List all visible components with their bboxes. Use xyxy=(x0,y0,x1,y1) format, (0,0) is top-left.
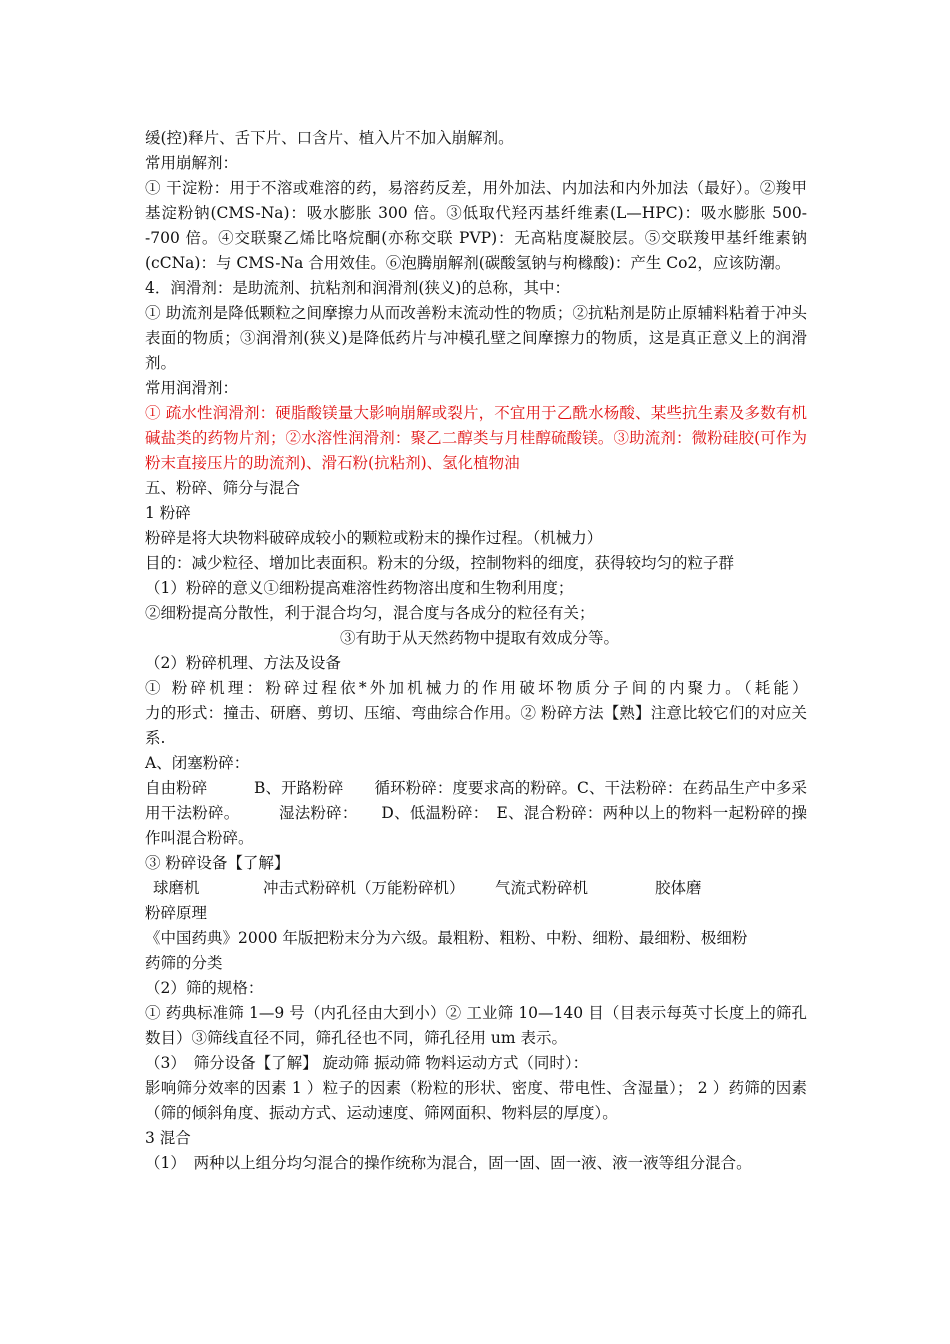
heading-disintegrants: 常用崩解剂： xyxy=(145,154,239,172)
heading-sieve-specs: （2）筛的规格： xyxy=(145,979,264,997)
heading-crushing-principle: 粉碎原理 xyxy=(145,904,208,922)
paragraph-mixing-definition: （1） 两种以上组分均匀混合的操作统称为混合，固一固、固一液、液一液等组分混合。 xyxy=(145,1154,752,1172)
heading-lubricants: 4．润滑剂：是助流剂、抗粘剂和润滑剂(狭义)的总称，其中： xyxy=(145,279,570,297)
subsection-mixing: 3 混合 xyxy=(145,1129,191,1147)
equipment-row xyxy=(145,876,807,901)
paragraph-crushing-mechanism: ① 粉碎机理：粉碎过程依*外加机械力的作用破坏物质分子间的内聚力。（耗能） xyxy=(145,679,811,697)
equipment-colloid-mill: 胶体磨 xyxy=(655,879,702,897)
paragraph-sieve-efficiency: 影响筛分效率的因素 1 ）粒子的因素（粉粒的形状、密度、带电性、含湿量）； 2 ）药筛的因素（筛的倾斜角度、振动方式、运动速度、筛网面积、物料层的厚度）。 xyxy=(145,1079,807,1122)
equipment-impact-crusher: 冲击式粉碎机（万能粉碎机） xyxy=(263,879,465,897)
paragraph-closed-crushing: A、闭塞粉碎： xyxy=(145,754,250,772)
paragraph-crushing-significance-3: ③有助于从天然药物中提取有效成分等。 xyxy=(340,629,620,647)
heading-crushing-equipment: ③ 粉碎设备【了解】 xyxy=(145,854,290,872)
paragraph-disintegrant-list: ① 干淀粉：用于不溶或难溶的药，易溶药反差，用外加法、内加法和内外加法（最好）。②羧甲基淀粉钠(CMS-Na)：吸水膨胀 300 倍。③低取代羟丙基纤维素(L—HPC)：吸水膨胀 500--700 倍。④交联聚乙烯比咯烷酮(亦称交联 PVP)：无高粘度凝胶层。⑤交联羧甲基纤维素钠(cCNa)：与 CMS-Na 合用效佳。⑥泡腾崩解剂(碳酸氢钠与枸橼酸)：产生 Co2，应该防潮。 xyxy=(145,179,807,272)
heading-sieve-classification: 药筛的分类 xyxy=(145,954,223,972)
paragraph-crushing-significance-1: （1）粉碎的意义①细粉提高难溶性药物溶出度和生物利用度； xyxy=(145,579,574,597)
paragraph-lubricant-list-highlighted: ① 疏水性润滑剂：硬脂酸镁量大影响崩解或裂片，不宜用于乙酰水杨酸、某些抗生素及多数有机碱盐类的药物片剂；②水溶性润滑剂：聚乙二醇类与月桂醇硫酸镁。③助流剂：微粉硅胶(可作为粉末直接压片的助流剂)、滑石粉(抗粘剂)、氢化植物油 xyxy=(145,404,807,472)
paragraph-crushing-methods: 自由粉碎 B、开路粉碎 循环粉碎：度要求高的粉碎。C、干法粉碎：在药品生产中多采用干法粉碎。 湿法粉碎： D、低温粉碎： E、混合粉碎：两种以上的物料一起粉碎的操作叫混合粉碎。 xyxy=(145,779,807,847)
equipment-ball-mill: 球磨机 xyxy=(153,879,200,897)
paragraph-no-disintegrant: 缓(控)释片、舌下片、口含片、植入片不加入崩解剂。 xyxy=(145,129,514,147)
paragraph-crushing-significance-2: ②细粉提高分散性，利于混合均匀，混合度与各成分的粒径有关； xyxy=(145,604,595,622)
paragraph-force-forms: 力的形式：撞击、研磨、剪切、压缩、弯曲综合作用。② 粉碎方法【熟】注意比较它们的对应关系. xyxy=(145,704,807,747)
paragraph-lubricant-types: ① 助流剂是降低颗粒之间摩擦力从而改善粉末流动性的物质；②抗粘剂是防止原辅料粘着于冲头表面的物质；③润滑剂(狭义)是降低药片与冲模孔壁之间摩擦力的物质，这是真正意义上的润滑剂。 xyxy=(145,304,807,372)
paragraph-sieve-equipment: （3） 筛分设备【了解】 旋动筛 振动筛 物料运动方式（同时）： xyxy=(145,1054,589,1072)
paragraph-powder-grades: 《中国药典》2000 年版把粉末分为六级。最粗粉、粗粉、中粉、细粉、最细粉、极细粉 xyxy=(145,929,748,947)
heading-crushing-mechanism: （2）粉碎机理、方法及设备 xyxy=(145,654,341,672)
section-title-crushing: 五、粉碎、筛分与混合 xyxy=(145,479,301,497)
heading-common-lubricants: 常用润滑剂： xyxy=(145,379,239,397)
equipment-jet-mill: 气流式粉碎机 xyxy=(495,879,589,897)
paragraph-sieve-specs: ① 药典标准筛 1—9 号（内孔径由大到小）② 工业筛 10—140 目（目表示每英寸长度上的筛孔数目）③筛线直径不同，筛孔径也不同，筛孔径用 um 表示。 xyxy=(145,1004,807,1047)
paragraph-crushing-definition: 粉碎是将大块物料破碎成较小的颗粒或粉末的操作过程。（机械力） xyxy=(145,529,603,547)
document-page xyxy=(145,126,811,1176)
paragraph-crushing-purpose: 目的：减少粒径、增加比表面积。粉末的分级，控制物料的细度，获得较均匀的粒子群 xyxy=(145,554,735,572)
subsection-crushing: 1 粉碎 xyxy=(145,504,191,522)
